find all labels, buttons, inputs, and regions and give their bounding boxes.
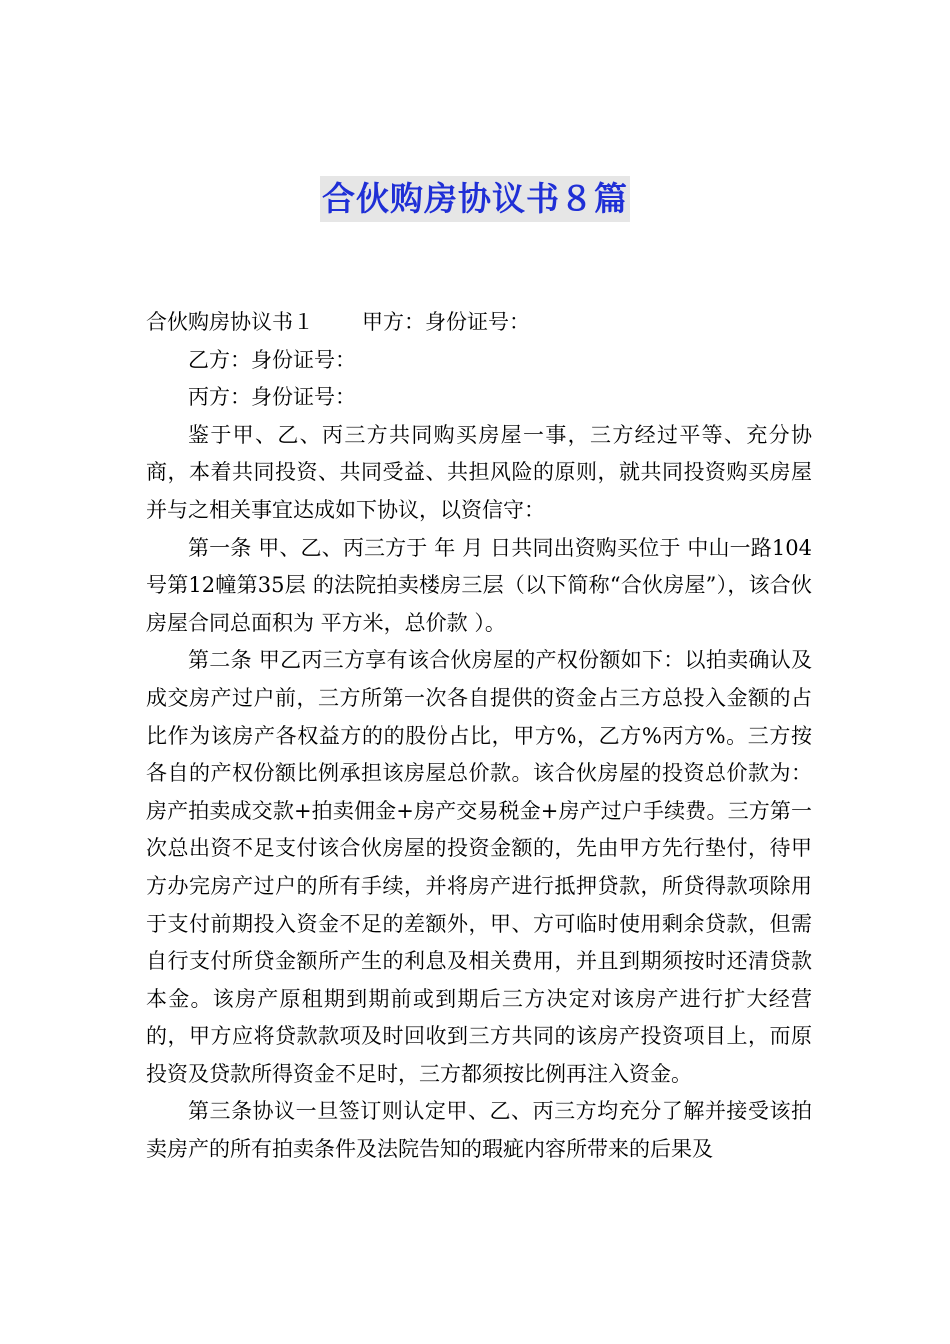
party-a-line: 甲方：身份证号： [362, 310, 530, 334]
party-b-line: 乙方：身份证号： [188, 347, 356, 372]
article-2-paragraph: 第二条 甲乙丙三方享有该合伙房屋的产权份额如下：以拍卖确认及成交房产过户前，三方所第一次各自提供的资金占三方总投入金额的占比作为该房产各权益方的的股份占比，甲方%，乙方%丙方%。三方按各自的产权份额比例承担该房屋总价款。该合伙房屋的投资总价款为：房产拍卖成交款+拍卖佣金+房产交易税金+房产过户手续费。三方第一次总出资不足支付该合伙房屋的投资金额的，先由甲方先行垫付，待甲方办完房产过户的所有手续，并将房产进行抵押贷款，所贷得款项除用于支付前期投入资金不足的差额外，甲、方可临时使用剩余贷款，但需自行支付所贷金额所产生的利息及相关费用，并且到期须按时还清贷款本金。该房产原租期到期前或到期后三方决定对该房产进行扩大经营的，甲方应将贷款款项及时回收到三方共同的该房产投资项目上，而原投资及贷款所得资金不足时，三方都须按比例再注入资金。 [146, 648, 812, 1086]
document-title: 合伙购房协议书８篇 [320, 176, 630, 222]
heading-line [146, 304, 812, 342]
article-3-paragraph: 第三条协议一旦签订则认定甲、乙、丙三方均充分了解并接受该拍卖房产的所有拍卖条件及法院告知的瑕疵内容所带来的后果及 [146, 1099, 812, 1162]
preamble-paragraph: 鉴于甲、乙、丙三方共同购买房屋一事，三方经过平等、充分协商，本着共同投资、共同受益、共担风险的原则，就共同投资购买房屋并与之相关事宜达成如下协议，以资信守： [146, 422, 812, 522]
title-container [0, 176, 950, 222]
document-body [146, 304, 812, 1169]
party-c-line: 丙方：身份证号： [188, 385, 356, 410]
agreement-label: 合伙购房协议书１ [146, 310, 314, 334]
article-1-paragraph: 第一条 甲、乙、丙三方于 年 月 日共同出资购买位于 中山一路104号第12幢第35层 的法院拍卖楼房三层（以下简称“合伙房屋”），该合伙房屋合同总面积为 平方米，总价款 ）。 [146, 535, 812, 635]
